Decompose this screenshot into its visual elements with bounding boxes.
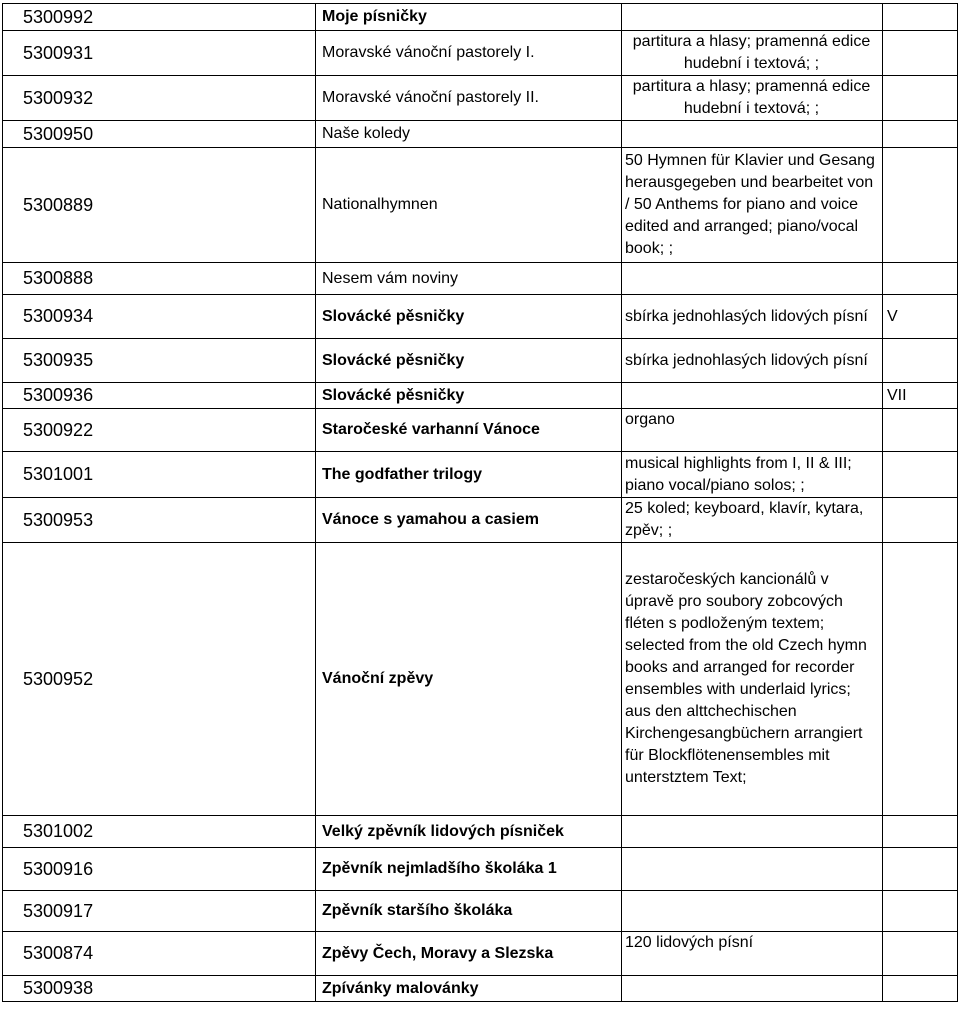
table-row [3, 295, 958, 339]
catalog-id: 5300932 [3, 76, 316, 121]
catalog-id: 5300950 [3, 121, 316, 148]
volume [883, 498, 958, 543]
table-row [3, 409, 958, 452]
note: 120 lidových písní [622, 932, 883, 976]
table-row [3, 891, 958, 932]
catalog-id: 5301001 [3, 452, 316, 498]
table-row [3, 339, 958, 383]
song-title: Slovácké pěsničky [316, 295, 622, 339]
note: sbírka jednohlasých lidových písní [622, 295, 883, 339]
song-title: Slovácké pěsničky [316, 339, 622, 383]
catalog-id: 5300888 [3, 263, 316, 295]
catalog-id: 5300936 [3, 383, 316, 409]
catalog-table [2, 3, 958, 1002]
catalog-id: 5300953 [3, 498, 316, 543]
catalog-id: 5300992 [3, 4, 316, 31]
volume [883, 263, 958, 295]
note [622, 4, 883, 31]
song-title: Staročeské varhanní Vánoce [316, 409, 622, 452]
note [622, 263, 883, 295]
note: organo [622, 409, 883, 452]
volume [883, 976, 958, 1002]
table-row [3, 76, 958, 121]
table-row [3, 816, 958, 848]
catalog-id: 5300952 [3, 543, 316, 816]
catalog-id: 5300934 [3, 295, 316, 339]
note: partitura a hlasy; pramenná edice hudební i textová; ; [622, 31, 883, 76]
catalog-id: 5300874 [3, 932, 316, 976]
catalog-id: 5300889 [3, 148, 316, 263]
catalog-id: 5300935 [3, 339, 316, 383]
table-row [3, 848, 958, 891]
table-row [3, 383, 958, 409]
song-title: Zpěvy Čech, Moravy a Slezska [316, 932, 622, 976]
note: zestaročeských kancionálů v úpravě pro soubory zobcových fléten s podloženým textem; selected from the old Czech hymn books and arranged for recorder ensembles with underlaid lyrics; aus den alttchechischen Kirchengesangbüchern arrangiert für Blockflötenensembles mit unterstztem Text; [622, 543, 883, 816]
table-row [3, 4, 958, 31]
catalog-id: 5300922 [3, 409, 316, 452]
song-title: Moravské vánoční pastorely II. [316, 76, 622, 121]
table-row [3, 31, 958, 76]
volume [883, 891, 958, 932]
table-row [3, 932, 958, 976]
note [622, 816, 883, 848]
catalog-id: 5300916 [3, 848, 316, 891]
volume [883, 409, 958, 452]
song-title: Moje písničky [316, 4, 622, 31]
song-title: Nationalhymnen [316, 148, 622, 263]
song-title: The godfather trilogy [316, 452, 622, 498]
volume: V [883, 295, 958, 339]
song-title: Moravské vánoční pastorely I. [316, 31, 622, 76]
catalog-id: 5301002 [3, 816, 316, 848]
volume [883, 339, 958, 383]
volume [883, 76, 958, 121]
note: partitura a hlasy; pramenná edice hudební i textová; ; [622, 76, 883, 121]
note: sbírka jednohlasých lidových písní [622, 339, 883, 383]
song-title: Zpěvník nejmladšího školáka 1 [316, 848, 622, 891]
song-title: Nesem vám noviny [316, 263, 622, 295]
table-row [3, 452, 958, 498]
note [622, 121, 883, 148]
table-row [3, 121, 958, 148]
volume: VII [883, 383, 958, 409]
note: 50 Hymnen für Klavier und Gesang herausgegeben und bearbeitet von / 50 Anthems for piano and voice edited and arranged; piano/vocal book; ; [622, 148, 883, 263]
volume [883, 121, 958, 148]
volume [883, 932, 958, 976]
note [622, 976, 883, 1002]
song-title: Naše koledy [316, 121, 622, 148]
volume [883, 816, 958, 848]
note [622, 891, 883, 932]
table-row [3, 148, 958, 263]
note: musical highlights from I, II & III; piano vocal/piano solos; ; [622, 452, 883, 498]
song-title: Zpívánky malovánky [316, 976, 622, 1002]
catalog-id: 5300938 [3, 976, 316, 1002]
volume [883, 4, 958, 31]
volume [883, 452, 958, 498]
song-title: Slovácké pěsničky [316, 383, 622, 409]
table-row [3, 498, 958, 543]
table-row [3, 263, 958, 295]
table-row [3, 976, 958, 1002]
volume [883, 543, 958, 816]
catalog-id: 5300917 [3, 891, 316, 932]
catalog-id: 5300931 [3, 31, 316, 76]
volume [883, 31, 958, 76]
volume [883, 148, 958, 263]
table-row [3, 543, 958, 816]
song-title: Velký zpěvník lidových písniček [316, 816, 622, 848]
volume [883, 848, 958, 891]
song-title: Zpěvník staršího školáka [316, 891, 622, 932]
song-title: Vánoce s yamahou a casiem [316, 498, 622, 543]
song-title: Vánoční zpěvy [316, 543, 622, 816]
note [622, 848, 883, 891]
note [622, 383, 883, 409]
note: 25 koled; keyboard, klavír, kytara, zpěv; ; [622, 498, 883, 543]
